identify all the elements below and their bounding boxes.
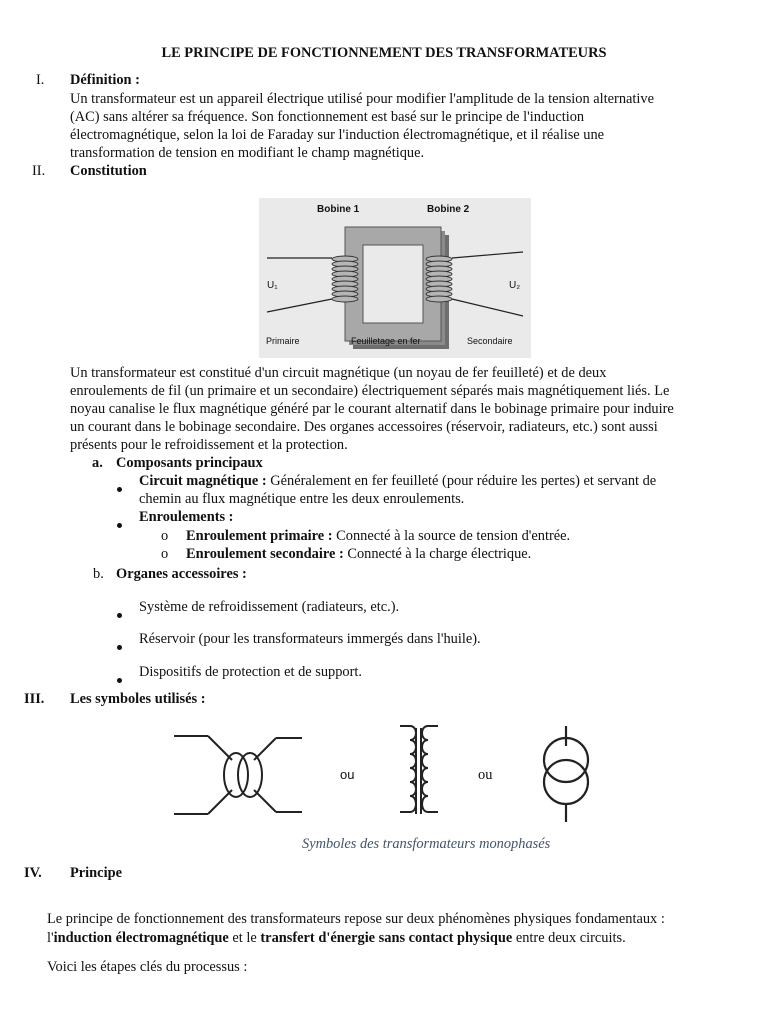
label-primaire: Primaire [266, 336, 300, 346]
section-1-line: transformation de tension en modifiant le champ magnétique. [70, 145, 425, 161]
accessory-item: Dispositifs de protection et de support. [139, 664, 363, 680]
sub-bullet-text: Connecté à la source de tension d'entrée. [332, 528, 571, 544]
sub-bullet-label: Enroulement secondaire : [186, 546, 344, 562]
bullet-dot [117, 605, 122, 623]
section-3-heading: Les symboles utilisés : [70, 691, 206, 707]
section-2-heading: Constitution [70, 163, 147, 179]
subsection-b-heading: Organes accessoires : [116, 566, 247, 582]
bullet-label: Circuit magnétique : [139, 473, 267, 489]
sub-bullet-enroulement-primaire [186, 527, 570, 545]
subsection-b-marker: b. [93, 566, 104, 582]
label-u1: U₁ [267, 280, 278, 291]
document-title: LE PRINCIPE DE FONCTIONNEMENT DES TRANSFORMATEURS [161, 45, 607, 61]
core-window [363, 245, 423, 323]
label-feuilletage: Feuilletage en fer [351, 336, 421, 346]
section-2-number: II. [32, 163, 46, 179]
section-2-line: enroulements de fil (un primaire et un secondaire) électriquement séparés mais magnétiquement liés. Le [70, 383, 670, 399]
bullet-dot [117, 670, 122, 688]
accessory-item: Système de refroidissement (radiateurs, etc.). [139, 599, 400, 615]
section-2-line: noyau canalise le flux magnétique généré par le courant alternatif dans le bobinage primaire pour induire [70, 401, 674, 417]
transformer-symbol-circles-leads [170, 730, 306, 822]
principle-paragraph-line [47, 929, 626, 947]
sub-bullet-enroulement-secondaire [186, 545, 531, 563]
sub-bullet-marker: o [161, 528, 169, 544]
section-2-line: Un transformateur est constitué d'un circuit magnétique (un noyau de fer feuilleté) et de deux [70, 365, 607, 381]
text-bold-transfert: transfert d'énergie sans contact physique [260, 930, 513, 946]
section-1-line: Un transformateur est un appareil électrique utilisé pour modifier l'amplitude de la tension alternative [70, 91, 655, 107]
accessory-item: Réservoir (pour les transformateurs immergés dans l'huile). [139, 631, 481, 647]
section-3-number: III. [24, 691, 45, 707]
section-1-number: I. [36, 72, 45, 88]
subsection-a-marker: a. [92, 455, 103, 471]
symbol-separator-ou: ou [478, 767, 493, 783]
text-fragment: entre deux circuits. [512, 930, 626, 946]
sub-bullet-text: Connecté à la charge électrique. [343, 546, 532, 562]
label-bobine-1: Bobine 1 [317, 204, 360, 215]
text-fragment: et le [228, 930, 261, 946]
figure-caption: Symboles des transformateurs monophasés [302, 836, 551, 852]
section-2-line: un courant dans le bobinage secondaire. Des organes accessoires (réservoir, radiateurs, etc.) sont aussi [70, 419, 658, 435]
bullet-text: Généralement en fer feuilleté (pour réduire les pertes) et servant de [266, 473, 657, 489]
section-2-line: présents pour le refroidissement et la protection. [70, 437, 348, 453]
bullet-dot [117, 515, 122, 533]
sub-bullet-marker: o [161, 546, 169, 562]
principle-steps-intro: Voici les étapes clés du processus : [47, 959, 248, 975]
sub-bullet-label: Enroulement primaire : [186, 528, 333, 544]
bobine-2-coil [426, 256, 452, 302]
section-1-heading: Définition : [70, 72, 140, 88]
symbol-separator-ou: ou [340, 767, 355, 782]
bullet-circuit-magnetique [139, 472, 656, 490]
label-bobine-2: Bobine 2 [427, 204, 470, 215]
section-1-line: électromagnétique, selon la loi de Faraday sur l'induction électromagnétique, et il réalise une [70, 127, 605, 143]
label-secondaire: Secondaire [467, 336, 513, 346]
bullet-text-continued: chemin au flux magnétique entre les deux enroulements. [139, 491, 465, 507]
text-bold-induction: induction électromagnétique [53, 930, 229, 946]
bullet-dot [117, 479, 122, 497]
bullet-dot [117, 637, 122, 655]
section-4-number: IV. [24, 865, 42, 881]
label-u2: U₂ [509, 280, 521, 291]
transformer-symbol-coils [398, 722, 440, 820]
section-4-heading: Principe [70, 865, 122, 881]
text-fragment: l' [47, 930, 54, 946]
principle-paragraph-line: Le principe de fonctionnement des transformateurs repose sur deux phénomènes physiques fondamentaux : [47, 911, 665, 927]
transformer-construction-figure [259, 198, 531, 358]
subsection-a-heading: Composants principaux [116, 455, 263, 471]
section-1-line: (AC) sans altérer sa fréquence. Son fonctionnement est basé sur le principe de l'induction [70, 109, 585, 125]
bobine-1-coil [332, 256, 358, 302]
bullet-enroulements: Enroulements : [139, 509, 234, 525]
transformer-symbol-stacked-circles [536, 726, 596, 824]
